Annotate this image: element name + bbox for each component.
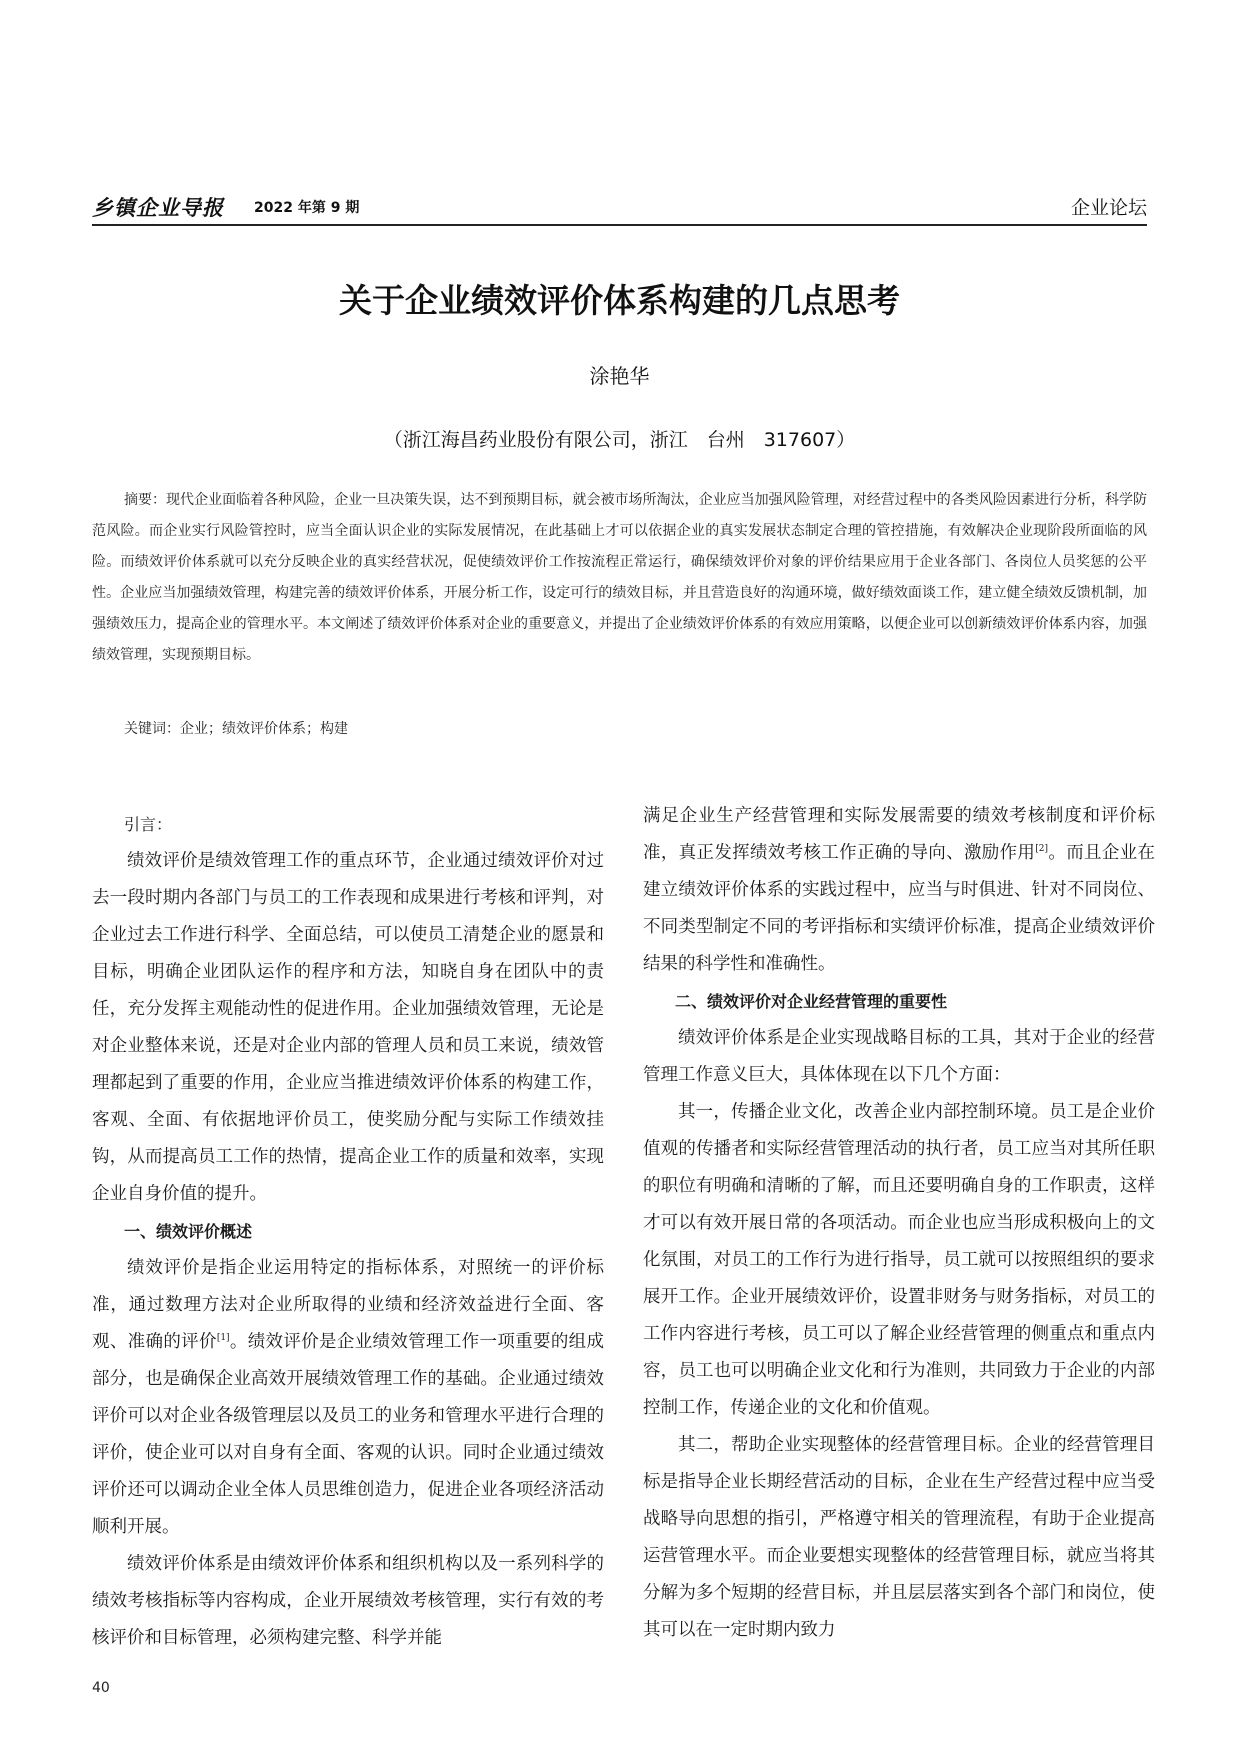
- intro-heading: 引言：: [124, 815, 173, 834]
- journal-name: 乡镇企业导报: [92, 196, 224, 220]
- citation-ref-1: [1]: [216, 1333, 230, 1344]
- article-title: 关于企业绩效评价体系构建的几点思考: [339, 281, 900, 320]
- paragraph-text: 绩效评价是指企业运用特定的指标体系，对照统一的评价标准，通过数理方法对企业所取得的业绩和经济效益进行全面、客观、准确的评价: [92, 1258, 604, 1352]
- issue-label: 2022 年第 9 期: [254, 200, 360, 216]
- section-heading-1: 一、绩效评价概述: [124, 1222, 253, 1241]
- author-affiliation: （浙江海昌药业股份有限公司，浙江 台州 317607）: [383, 429, 856, 451]
- section-1-paragraph-1: [92, 1250, 604, 1546]
- paragraph-text: 。而且企业在建立绩效评价体系的实践过程中，应当与时俱进、针对不同岗位、不同类型制定不同的考评指标和实绩评价标准，提高企业绩效评价结果的科学性和准确性。: [643, 843, 1156, 974]
- continued-paragraph: [643, 798, 1155, 983]
- section-2-paragraph-2: 其一，传播企业文化，改善企业内部控制环境。员工是企业价值观的传播者和实际经营管理活动的执行者，员工应当对其所任职的职位有明确和清晰的了解，而且还要明确自身的工作职责，这样才可以有效开展日常的各项活动。而企业也应当形成积极向上的文化氛围，对员工的工作行为进行指导，员工就可以按照组织的要求展开工作。企业开展绩效评价，设置非财务与财务指标，对员工的工作内容进行考核，员工可以了解企业经营管理的侧重点和重点内容，员工也可以明确企业文化和行为准则，共同致力于企业的内部控制工作，传递企业的文化和价值观。: [643, 1102, 1155, 1418]
- author-name: 涂艳华: [589, 364, 650, 388]
- paragraph-text: 满足企业生产经营管理和实际发展需要的绩效考核制度和评价标准，真正发挥绩效考核工作正确的导向、激励作用: [643, 806, 1155, 863]
- intro-paragraph: 绩效评价是绩效管理工作的重点环节，企业通过绩效评价对过去一段时期内各部门与员工的工作表现和成果进行考核和评判，对企业过去工作进行科学、全面总结，可以使员工清楚企业的愿景和目标，明确企业团队运作的程序和方法，知晓自身在团队中的责任，充分发挥主观能动性的促进作用。企业加强绩效管理，无论是对企业整体来说，还是对企业内部的管理人员和员工来说，绩效管理都起到了重要的作用，企业应当推进绩效评价体系的构建工作，客观、全面、有依据地评价员工，使奖励分配与实际工作绩效挂钩，从而提高员工工作的热情，提高企业工作的质量和效率，实现企业自身价值的提升。: [92, 851, 604, 1204]
- section-2-paragraph-3: 其二，帮助企业实现整体的经营管理目标。企业的经营管理目标是指导企业长期经营活动的目标，企业在生产经营过程中应当受战略导向思想的指引，严格遵守相关的管理流程，有助于企业提高运营管理水平。而企业要想实现整体的经营管理目标，就应当将其分解为多个短期的经营目标，并且层层落实到各个部门和岗位，使其可以在一定时期内致力: [643, 1435, 1155, 1640]
- citation-ref-2: [2]: [1035, 844, 1049, 855]
- page-number: 40: [92, 1680, 110, 1696]
- section-heading-2: 二、绩效评价对企业经营管理的重要性: [675, 992, 948, 1011]
- paragraph-text: 。绩效评价是企业绩效管理工作一项重要的组成部分，也是确保企业高效开展绩效管理工作的基础。企业通过绩效评价可以对企业各级管理层以及员工的业务和管理水平进行合理的评价，使企业可以对自身有全面、客观的认识。同时企业通过绩效评价还可以调动企业全体人员思维创造力，促进企业各项经济活动顺利开展。: [92, 1332, 604, 1537]
- running-header: [92, 190, 1147, 226]
- section-2-paragraph-1: 绩效评价体系是企业实现战略目标的工具，其对于企业的经营管理工作意义巨大，具体体现在以下几个方面：: [643, 1028, 1155, 1085]
- keywords: 关键词：企业；绩效评价体系；构建: [124, 721, 348, 737]
- section-1-paragraph-2: 绩效评价体系是由绩效评价体系和组织机构以及一系列科学的绩效考核指标等内容构成，企业开展绩效考核管理，实行有效的考核评价和目标管理，必须构建完整、科学并能: [92, 1554, 604, 1648]
- body-left-column: [92, 806, 604, 1657]
- abstract: 摘要：现代企业面临着各种风险，企业一旦决策失误，达不到预期目标，就会被市场所淘汰，企业应当加强风险管理，对经营过程中的各类风险因素进行分析，科学防范风险。而企业实行风险管控时，应当全面认识企业的实际发展情况，在此基础上才可以依据企业的真实发展状态制定合理的管控措施，有效解决企业现阶段所面临的风险。而绩效评价体系就可以充分反映企业的真实经营状况，促使绩效评价工作按流程正常运行，确保绩效评价对象的评价结果应用于企业各部门、各岗位人员奖惩的公平性。企业应当加强绩效管理，构建完善的绩效评价体系，开展分析工作，设定可行的绩效目标，并且营造良好的沟通环境，做好绩效面谈工作，建立健全绩效反馈机制，加强绩效压力，提高企业的管理水平。本文阐述了绩效评价体系对企业的重要意义，并提出了企业绩效评价体系的有效应用策略，以便企业可以创新绩效评价体系内容，加强绩效管理，实现预期目标。: [92, 492, 1147, 663]
- column-name: 企业论坛: [1070, 197, 1147, 219]
- body-right-column: [643, 798, 1155, 1649]
